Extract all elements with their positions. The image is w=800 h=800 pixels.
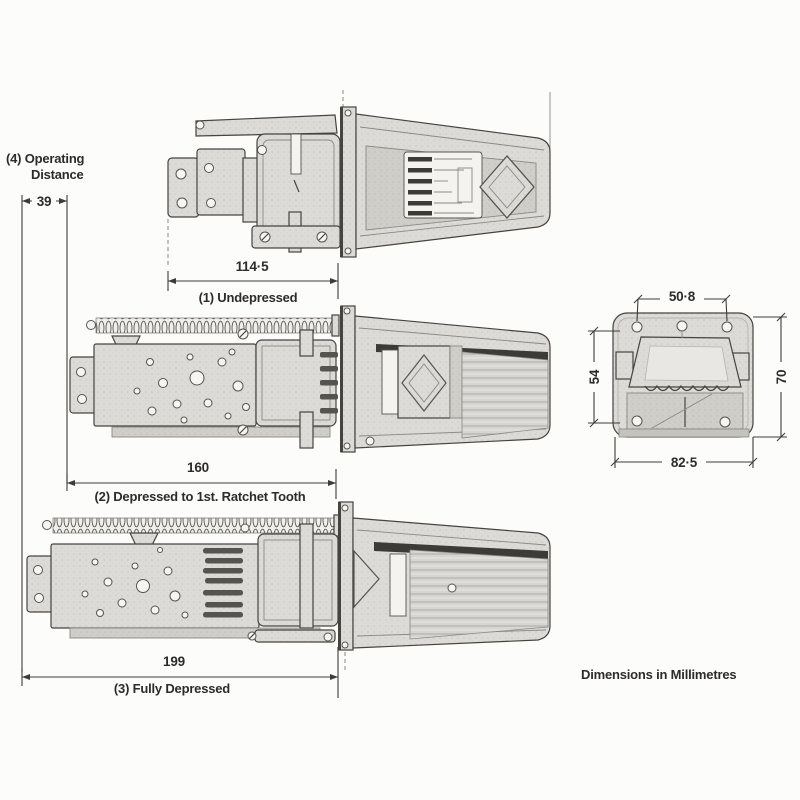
- ratchet-housing: [252, 134, 340, 252]
- end-view-drawing: [586, 288, 789, 470]
- pedal-pad: [353, 518, 550, 648]
- mounting-bracket: [70, 357, 97, 413]
- data-plate: [404, 152, 482, 218]
- mounting-flange: [339, 502, 353, 650]
- arm-plate: [197, 149, 245, 215]
- view1-caption: (1) Undepressed: [198, 290, 298, 305]
- release-lever: [196, 115, 337, 136]
- view3-length-label: 199: [163, 654, 185, 669]
- operating-distance-label-line1: (4) Operating: [6, 151, 85, 166]
- view1-undepressed-drawing: [168, 90, 550, 305]
- operating-distance-value: 39: [36, 194, 52, 209]
- view1-length-label: 114·5: [235, 259, 269, 274]
- end-view-left-height-label: 54: [587, 369, 602, 385]
- slide-strip: [382, 350, 398, 414]
- ribbed-surface: [410, 550, 548, 639]
- view3-fully-depressed-drawing: [22, 502, 550, 698]
- end-view-right-height-label: 70: [774, 369, 789, 385]
- view3-dimension: [22, 647, 338, 698]
- pedal-pad: [355, 316, 550, 448]
- end-view-right-dimension: [753, 313, 789, 441]
- end-view-top-width-label: 50·8: [668, 289, 696, 304]
- view3-caption: (3) Fully Depressed: [113, 681, 231, 696]
- view2-caption: (2) Depressed to 1st. Ratchet Tooth: [94, 489, 306, 504]
- mounting-bracket: [27, 556, 54, 612]
- left-step: [616, 352, 633, 379]
- return-spring: [43, 515, 342, 536]
- end-view-bottom-dimension: [611, 437, 757, 470]
- view2-first-ratchet-drawing: [67, 306, 550, 504]
- slide-strip: [390, 554, 406, 616]
- end-view-bottom-width-label: 82·5: [670, 455, 698, 470]
- mounting-flange: [341, 306, 355, 452]
- ratchet-teeth: [203, 548, 243, 618]
- view1-dimension: [168, 259, 338, 305]
- view2-dimension: [67, 460, 336, 504]
- pad-edge: [450, 346, 462, 418]
- mounting-flange: [341, 107, 356, 257]
- operating-distance-label-line2: Distance: [31, 167, 84, 182]
- ribbed-surface: [462, 352, 548, 438]
- view2-length-label: 160: [187, 460, 209, 475]
- pedal-pad: [356, 114, 550, 249]
- units-note: Dimensions in Millimetres: [581, 667, 737, 682]
